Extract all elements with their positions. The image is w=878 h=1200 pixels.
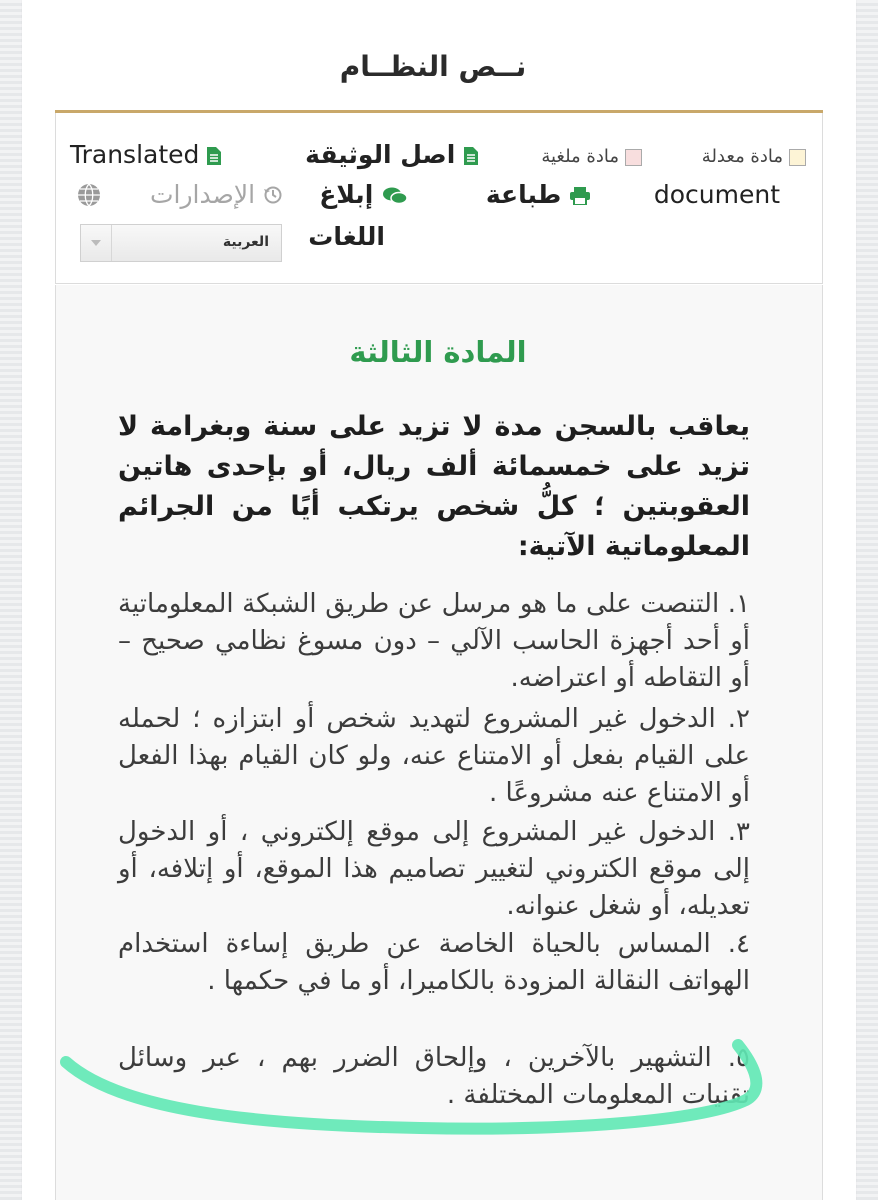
item-number: ١.: [727, 589, 751, 619]
item-text: التنصت على ما هو مرسل عن طريق الشبكة المعلوماتية أو أحد أجهزة الحاسب الآلي – دون مسوغ نظامي صحيح – أو التقاطه أو اعتراضه.: [118, 589, 750, 693]
legend-amended-label: مادة معدلة: [701, 146, 783, 167]
language-select[interactable]: [80, 224, 282, 262]
versions-label: الإصدارات: [149, 180, 256, 209]
article-title: المادة الثالثة: [349, 335, 527, 369]
translated-document-link-line2[interactable]: [654, 180, 780, 209]
original-document-link[interactable]: [305, 140, 478, 171]
article-intro: يعاقب بالسجن مدة لا تزيد على سنة وبغرامة لا تزيد على خمسمائة ألف ريال، أو بإحدى هاتين العقوبتين ؛ كلُّ شخص يرتكب أيًا من الجرائم المعلوماتية الآتية:: [118, 411, 750, 562]
print-label: طباعة: [485, 180, 562, 209]
item-text: الدخول غير المشروع لتهديد شخص أو ابتزازه ؛ لحمله على القيام بفعل أو الامتناع عنه، ولو كان القيام بهذا الفعل أو الامتناع عنه مشروعًا .: [118, 704, 750, 808]
document-icon: [207, 142, 221, 171]
translated-label-1: Translated: [70, 140, 200, 169]
languages-label: اللغات: [308, 222, 385, 251]
print-button[interactable]: [486, 180, 590, 211]
item-number: ٢.: [727, 704, 751, 734]
list-item: [118, 1040, 750, 1114]
chevron-down-icon: [81, 225, 112, 261]
page-title: نــص النظــام: [339, 50, 527, 83]
item-text: الدخول غير المشروع إلى موقع إلكتروني ، أو الدخول إلى موقع الكتروني لتغيير تصاميم هذا الموقع، أو إتلافه، أو تعديله، أو شغل عنوانه.: [118, 817, 750, 921]
item-number: ٤.: [727, 929, 751, 959]
legend-cancelled: [541, 146, 642, 167]
list-item: [118, 814, 750, 925]
legend-amended: [702, 146, 806, 167]
report-label: إبلاغ: [319, 180, 374, 209]
language-selected-value: العربية: [222, 234, 269, 250]
chat-icon: [382, 182, 408, 211]
list-item: [118, 926, 750, 1000]
item-text: المساس بالحياة الخاصة عن طريق إساءة استخدام الهواتف النقالة المزودة بالكاميرا، أو ما في حكمها .: [118, 929, 750, 996]
list-item: [118, 586, 750, 697]
left-margin: [0, 0, 22, 1200]
versions-button[interactable]: [150, 180, 283, 211]
list-item: [118, 701, 750, 812]
item-number: ٣.: [727, 817, 750, 847]
original-document-label: اصل الوثيقة: [305, 140, 456, 169]
globe-icon[interactable]: [76, 182, 102, 212]
item-text: التشهير بالآخرين ، وإلحاق الضرر بهم ، عبر وسائل تقنيات المعلومات المختلفة .: [118, 1043, 750, 1110]
translated-label-2: document: [653, 180, 780, 209]
translated-document-link[interactable]: [70, 140, 221, 171]
amended-swatch: [789, 149, 806, 166]
item-number: ٥.: [727, 1043, 751, 1073]
cancelled-swatch: [625, 149, 642, 166]
printer-icon: [570, 182, 590, 211]
right-margin: [856, 0, 878, 1200]
report-button[interactable]: [319, 180, 408, 211]
history-icon: [263, 182, 283, 211]
document-icon: [464, 142, 478, 171]
legend-cancelled-label: مادة ملغية: [541, 146, 619, 167]
